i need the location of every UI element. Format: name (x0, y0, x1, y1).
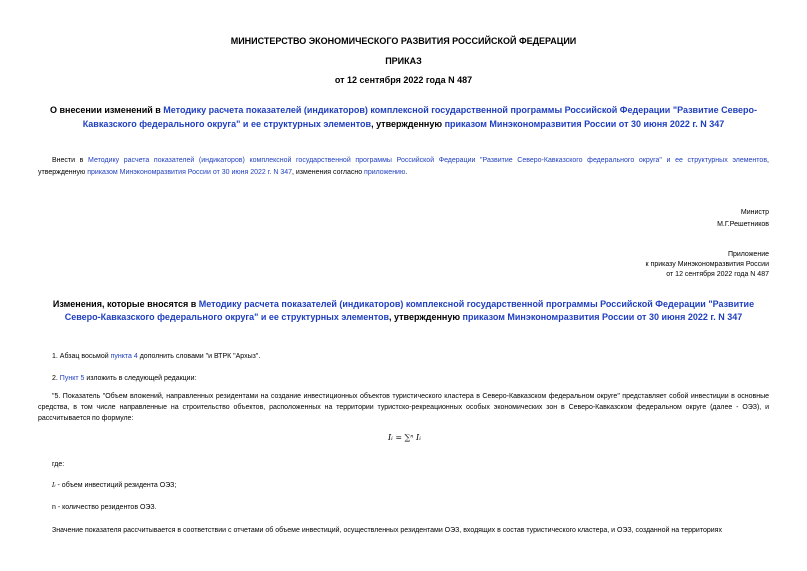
methodology-link[interactable]: Методику расчета показателей (индикаторов) комплексной государственной программы Российской Федерации "Развитие Северо-Кавказского федерального округа" и ее структурных элементов (82, 105, 757, 129)
signature-block (717, 207, 769, 231)
item-text: изложить в следующей редакции: (84, 375, 197, 382)
definition-count: n - количество резидентов ОЭЗ. (52, 504, 157, 511)
item-text: дополнить словами "и ВТРК "Архыз". (137, 353, 261, 360)
para-text: Значение показателя рассчитывается в соответствии с отчетами об объеме инвестиций, осуществленных резидентами ОЭЗ, входящих в состав туристического кластера, и ОЭЗ, созданной на территориях (52, 527, 722, 534)
definition-text: - объем инвестиций резидента ОЭЗ; (55, 482, 177, 489)
title-middle: , утвержденную (389, 312, 463, 322)
appendix-link[interactable]: приложению (364, 169, 406, 176)
document-type: ПРИКАЗ (385, 56, 422, 66)
methodology-link[interactable]: Методику расчета показателей (индикаторов) комплексной государственной программы Российской Федерации "Развитие Северо-Кавказского федерального округа" и ее структурных элементов (88, 157, 768, 164)
quoted-clause (38, 391, 769, 424)
document-date: от 12 сентября 2022 года N 487 (334, 75, 473, 85)
clause-5-link[interactable]: Пункт 5 (59, 375, 85, 382)
methodology-link[interactable]: Методику расчета показателей (индикаторов) комплексной государственной программы Российской Федерации "Развитие Северо-Кавказского федерального округа" и ее структурных элементов (64, 299, 755, 322)
quote-text: "5. Показатель "Объем вложений, направленных резидентами на создание инвестиционных объектов туристического кластера в Северо-Кавказском федеральном округе" представляет собой инвестиции в основные средства, в том числе направленные на строительство объектов, расположенных на территории туристско-рекреационных особых экономических зон в Северо-Кавказском федеральном округе (далее - ОЭЗ), и рассчитывается по формуле: (38, 393, 769, 422)
order-link[interactable]: приказом Минэкономразвития России от 30 июня 2022 г. N 347 (444, 119, 725, 129)
appendix-header (646, 250, 769, 280)
title-prefix: О внесении изменений в (50, 105, 164, 115)
order-link[interactable]: приказом Минэкономразвития России от 30 июня 2022 г. N 347 (87, 169, 292, 176)
definition-investment (52, 482, 176, 489)
appendix-line: от 12 сентября 2022 года N 487 (666, 271, 769, 278)
item-text: 2. (52, 375, 60, 382)
signature-name: М.Г.Решетников (717, 221, 769, 228)
ministry-heading: МИНИСТЕРСТВО ЭКОНОМИЧЕСКОГО РАЗВИТИЯ РОССИЙСКОЙ ФЕДЕРАЦИИ (230, 36, 577, 46)
title-prefix: Изменения, которые вносятся в (52, 299, 199, 309)
clause-4-link[interactable]: пункта 4 (110, 353, 138, 360)
para-text: , изменения согласно (292, 169, 365, 176)
signature-position: Министр (740, 209, 769, 216)
para-text: , утвержденную (38, 157, 769, 176)
formula-symbol: Iᵢ (52, 482, 56, 489)
formula: Iᵢ = ∑ⁿ Iᵢ (388, 433, 421, 442)
appendix-title (52, 298, 755, 324)
document-title (40, 103, 767, 131)
appendix-line: к приказу Минэкономразвития России (645, 261, 769, 268)
para-text: . (405, 169, 408, 176)
change-item-1 (52, 352, 260, 362)
order-link[interactable]: приказом Минэкономразвития России от 30 июня 2022 г. N 347 (462, 312, 743, 322)
item-text: 1. Абзац восьмой (52, 353, 111, 360)
appendix-line: Приложение (727, 251, 769, 258)
body-paragraph (38, 155, 769, 179)
title-middle: , утвержденную (371, 119, 445, 129)
para-text: Внести в (52, 157, 89, 164)
change-item-2 (52, 374, 196, 384)
body-paragraph-last (38, 525, 769, 536)
where-label: где: (52, 461, 65, 468)
